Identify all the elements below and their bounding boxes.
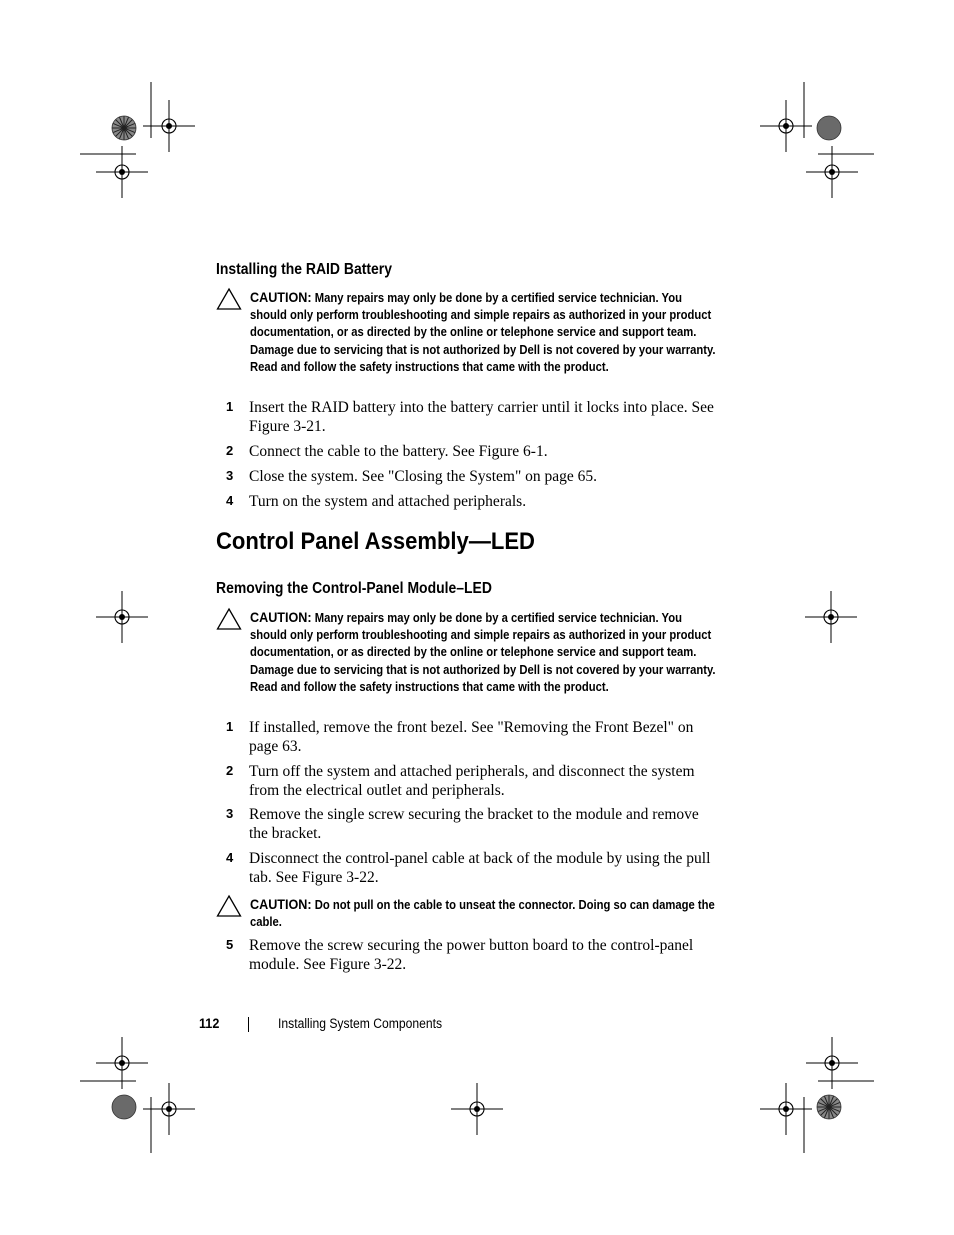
step-number: 4 — [226, 850, 234, 865]
step-text: Remove the screw securing the power button board to the control-panel module. See Figure 3-22. — [249, 937, 694, 973]
footer-chapter-title: Installing System Components — [278, 1016, 443, 1031]
step-text: Turn off the system and attached peripherals, and disconnect the system from the electrical outlet and peripherals. — [249, 763, 695, 799]
caution-body: Many repairs may only be done by a certified service technician. You should only perform troubleshooting and simple repairs as authorized in your product documentation, or as directed by the online or telephone service and support team. Damage due to servicing that is not authorized by Dell is not covered by your warranty. Read and follow the safety instructions that came with the product. — [250, 291, 716, 374]
caution-triangle-icon — [216, 607, 242, 631]
page-number: 112 — [199, 1015, 220, 1031]
caution-triangle-icon — [216, 894, 242, 918]
step-text: Insert the RAID battery into the battery carrier until it locks into place. See Figure 3-21. — [249, 399, 714, 435]
step-text: Remove the single screw securing the bracket to the module and remove the bracket. — [249, 806, 699, 842]
step-number: 4 — [226, 493, 234, 508]
step-number: 1 — [226, 719, 234, 734]
caution-label: CAUTION: — [250, 289, 312, 305]
step-text: Close the system. See "Closing the System" on page 65. — [249, 468, 598, 485]
step-number: 2 — [226, 763, 234, 778]
caution-label: CAUTION: — [250, 609, 312, 625]
caution-text — [250, 289, 718, 376]
step-number: 3 — [226, 806, 234, 821]
chapter-heading: Control Panel Assembly—LED — [216, 528, 535, 555]
step-text: If installed, remove the front bezel. See "Removing the Front Bezel" on page 63. — [249, 719, 694, 755]
step-number: 1 — [226, 399, 234, 414]
caution-triangle-icon — [216, 287, 242, 311]
step-text: Turn on the system and attached peripherals. — [249, 493, 527, 510]
section-heading-removing-control-panel: Removing the Control-Panel Module–LED — [216, 580, 492, 597]
caution-label: CAUTION: — [250, 896, 312, 912]
caution-text — [250, 609, 718, 696]
step-text: Disconnect the control-panel cable at back of the module by using the pull tab. See Figure 3-22. — [249, 850, 711, 886]
step-number: 3 — [226, 468, 234, 483]
footer-divider — [248, 1017, 249, 1032]
caution-text — [250, 896, 718, 931]
step-number: 2 — [226, 443, 234, 458]
step-text: Connect the cable to the battery. See Figure 6-1. — [249, 443, 548, 460]
step-number: 5 — [226, 937, 234, 952]
caution-body: Do not pull on the cable to unseat the connector. Doing so can damage the cable. — [250, 898, 715, 930]
caution-body: Many repairs may only be done by a certified service technician. You should only perform troubleshooting and simple repairs as authorized in your product documentation, or as directed by the online or telephone service and support team. Damage due to servicing that is not authorized by Dell is not covered by your warranty. Read and follow the safety instructions that came with the product. — [250, 611, 716, 694]
section-heading-installing-raid-battery: Installing the RAID Battery — [216, 261, 392, 278]
